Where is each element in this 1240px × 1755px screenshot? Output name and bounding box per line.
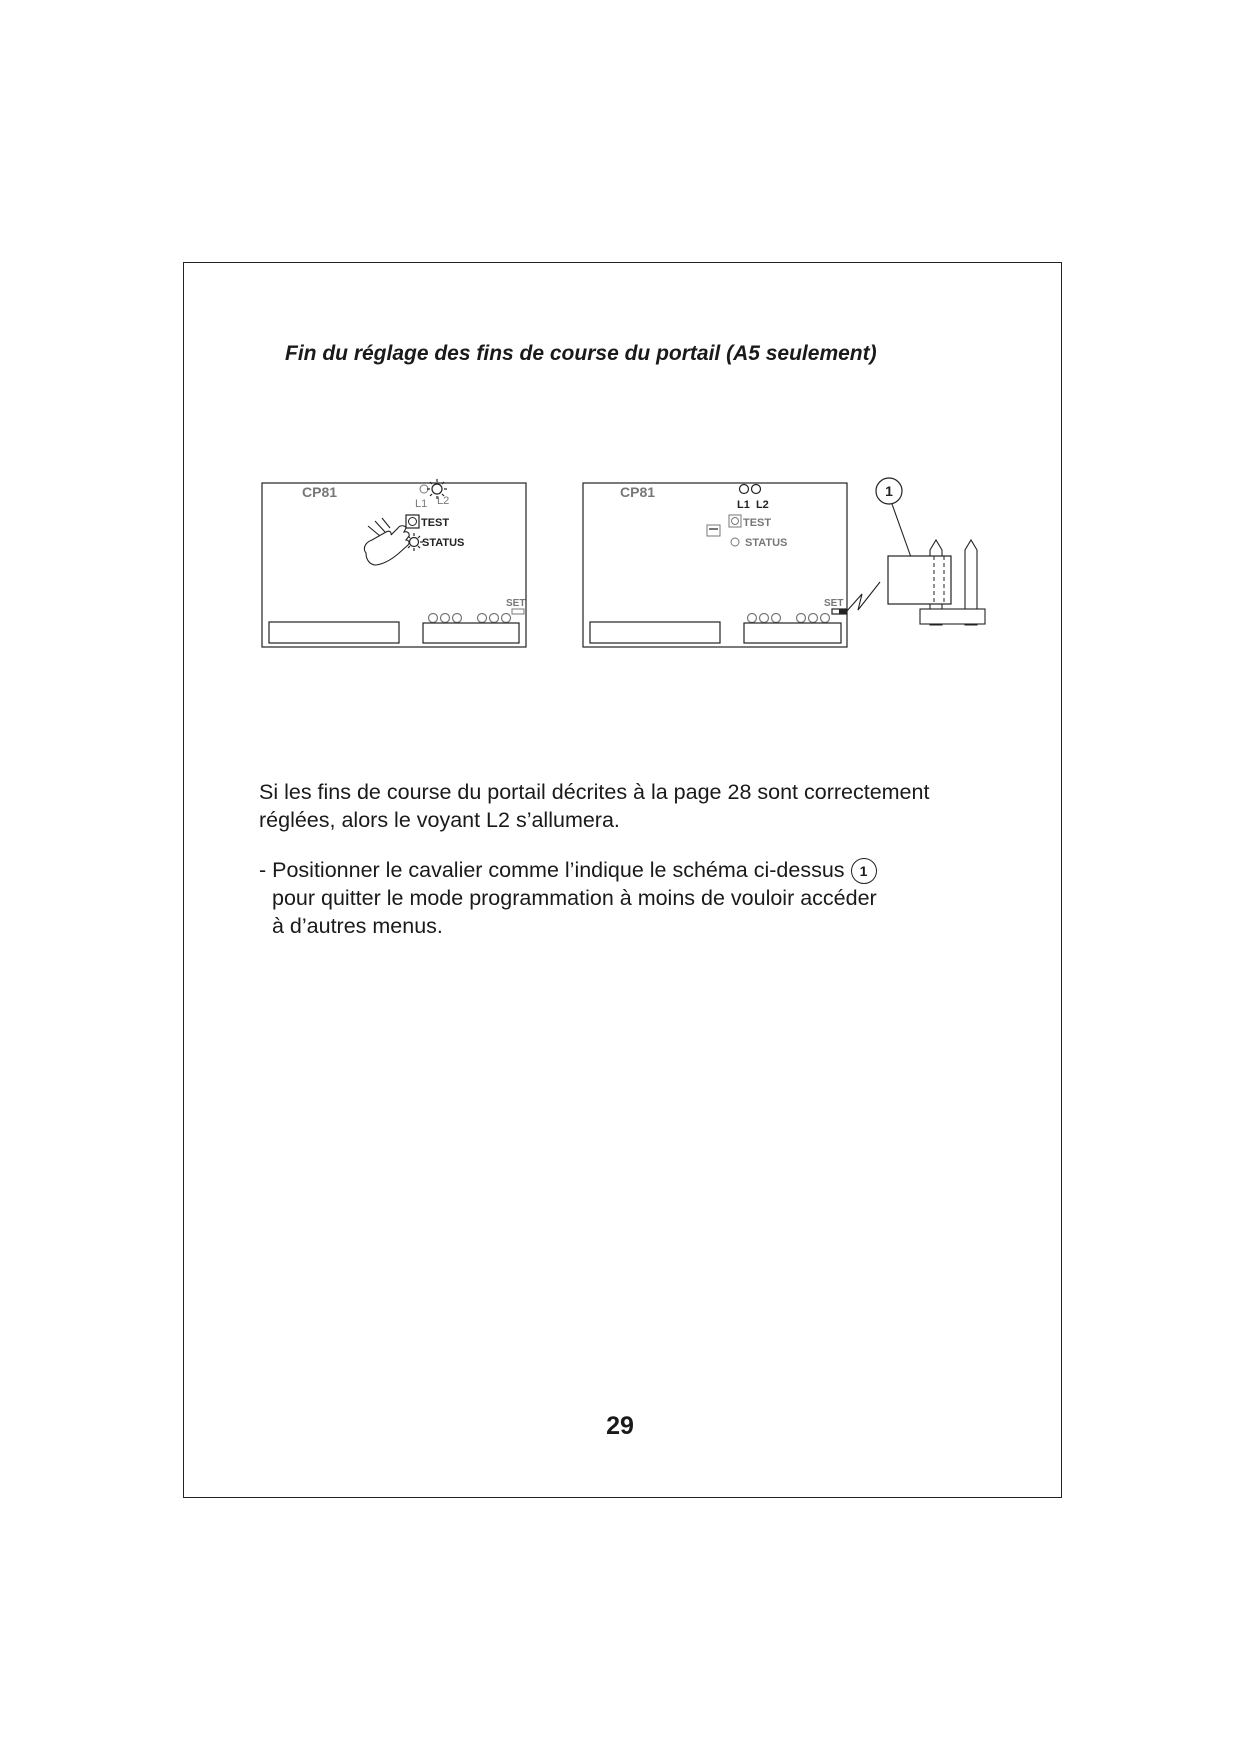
page-number: 29 <box>606 1412 634 1440</box>
left-led1-label: L1 <box>415 498 428 510</box>
left-led2-label: L2 <box>437 495 450 507</box>
paragraph-l2-led <box>259 778 929 834</box>
right-test-label: TEST <box>743 517 772 529</box>
paragraph-line <box>259 856 877 884</box>
paragraph-line: pour quitter le mode programmation à moins de vouloir accéder <box>272 886 877 910</box>
control-board-diagram <box>258 470 998 660</box>
right-led-labels: L1 L2 <box>737 499 769 511</box>
paragraph-jumper-instruction <box>259 856 877 940</box>
right-board-model: CP81 <box>620 484 656 500</box>
jumper-detail <box>876 478 985 625</box>
left-terminals <box>429 614 511 623</box>
right-board <box>583 483 847 647</box>
paragraph-line: à d’autres menus. <box>272 914 443 938</box>
right-terminals <box>748 614 830 623</box>
detail-lead-line <box>846 582 880 612</box>
paragraph-line: réglées, alors le voyant L2 s’allumera. <box>259 808 620 832</box>
right-status-label: STATUS <box>745 537 788 549</box>
hand-press-icon <box>364 518 409 565</box>
left-board <box>262 479 526 647</box>
paragraph-line: Si les fins de course du portail décrites à la page 28 sont correctement <box>259 780 930 804</box>
left-test-label: TEST <box>421 517 450 529</box>
right-set-label: SET <box>824 598 844 609</box>
callout-badge: 1 <box>851 858 877 884</box>
jumper-callout-number: 1 <box>885 483 893 499</box>
paragraph-text: - Positionner le cavalier comme l’indique le schéma ci-dessus <box>259 858 845 882</box>
section-title: Fin du réglage des fins de course du portail (A5 seulement) <box>285 342 877 365</box>
left-status-label: STATUS <box>422 537 465 549</box>
left-set-label: SET <box>506 598 526 609</box>
left-board-model: CP81 <box>302 484 338 500</box>
